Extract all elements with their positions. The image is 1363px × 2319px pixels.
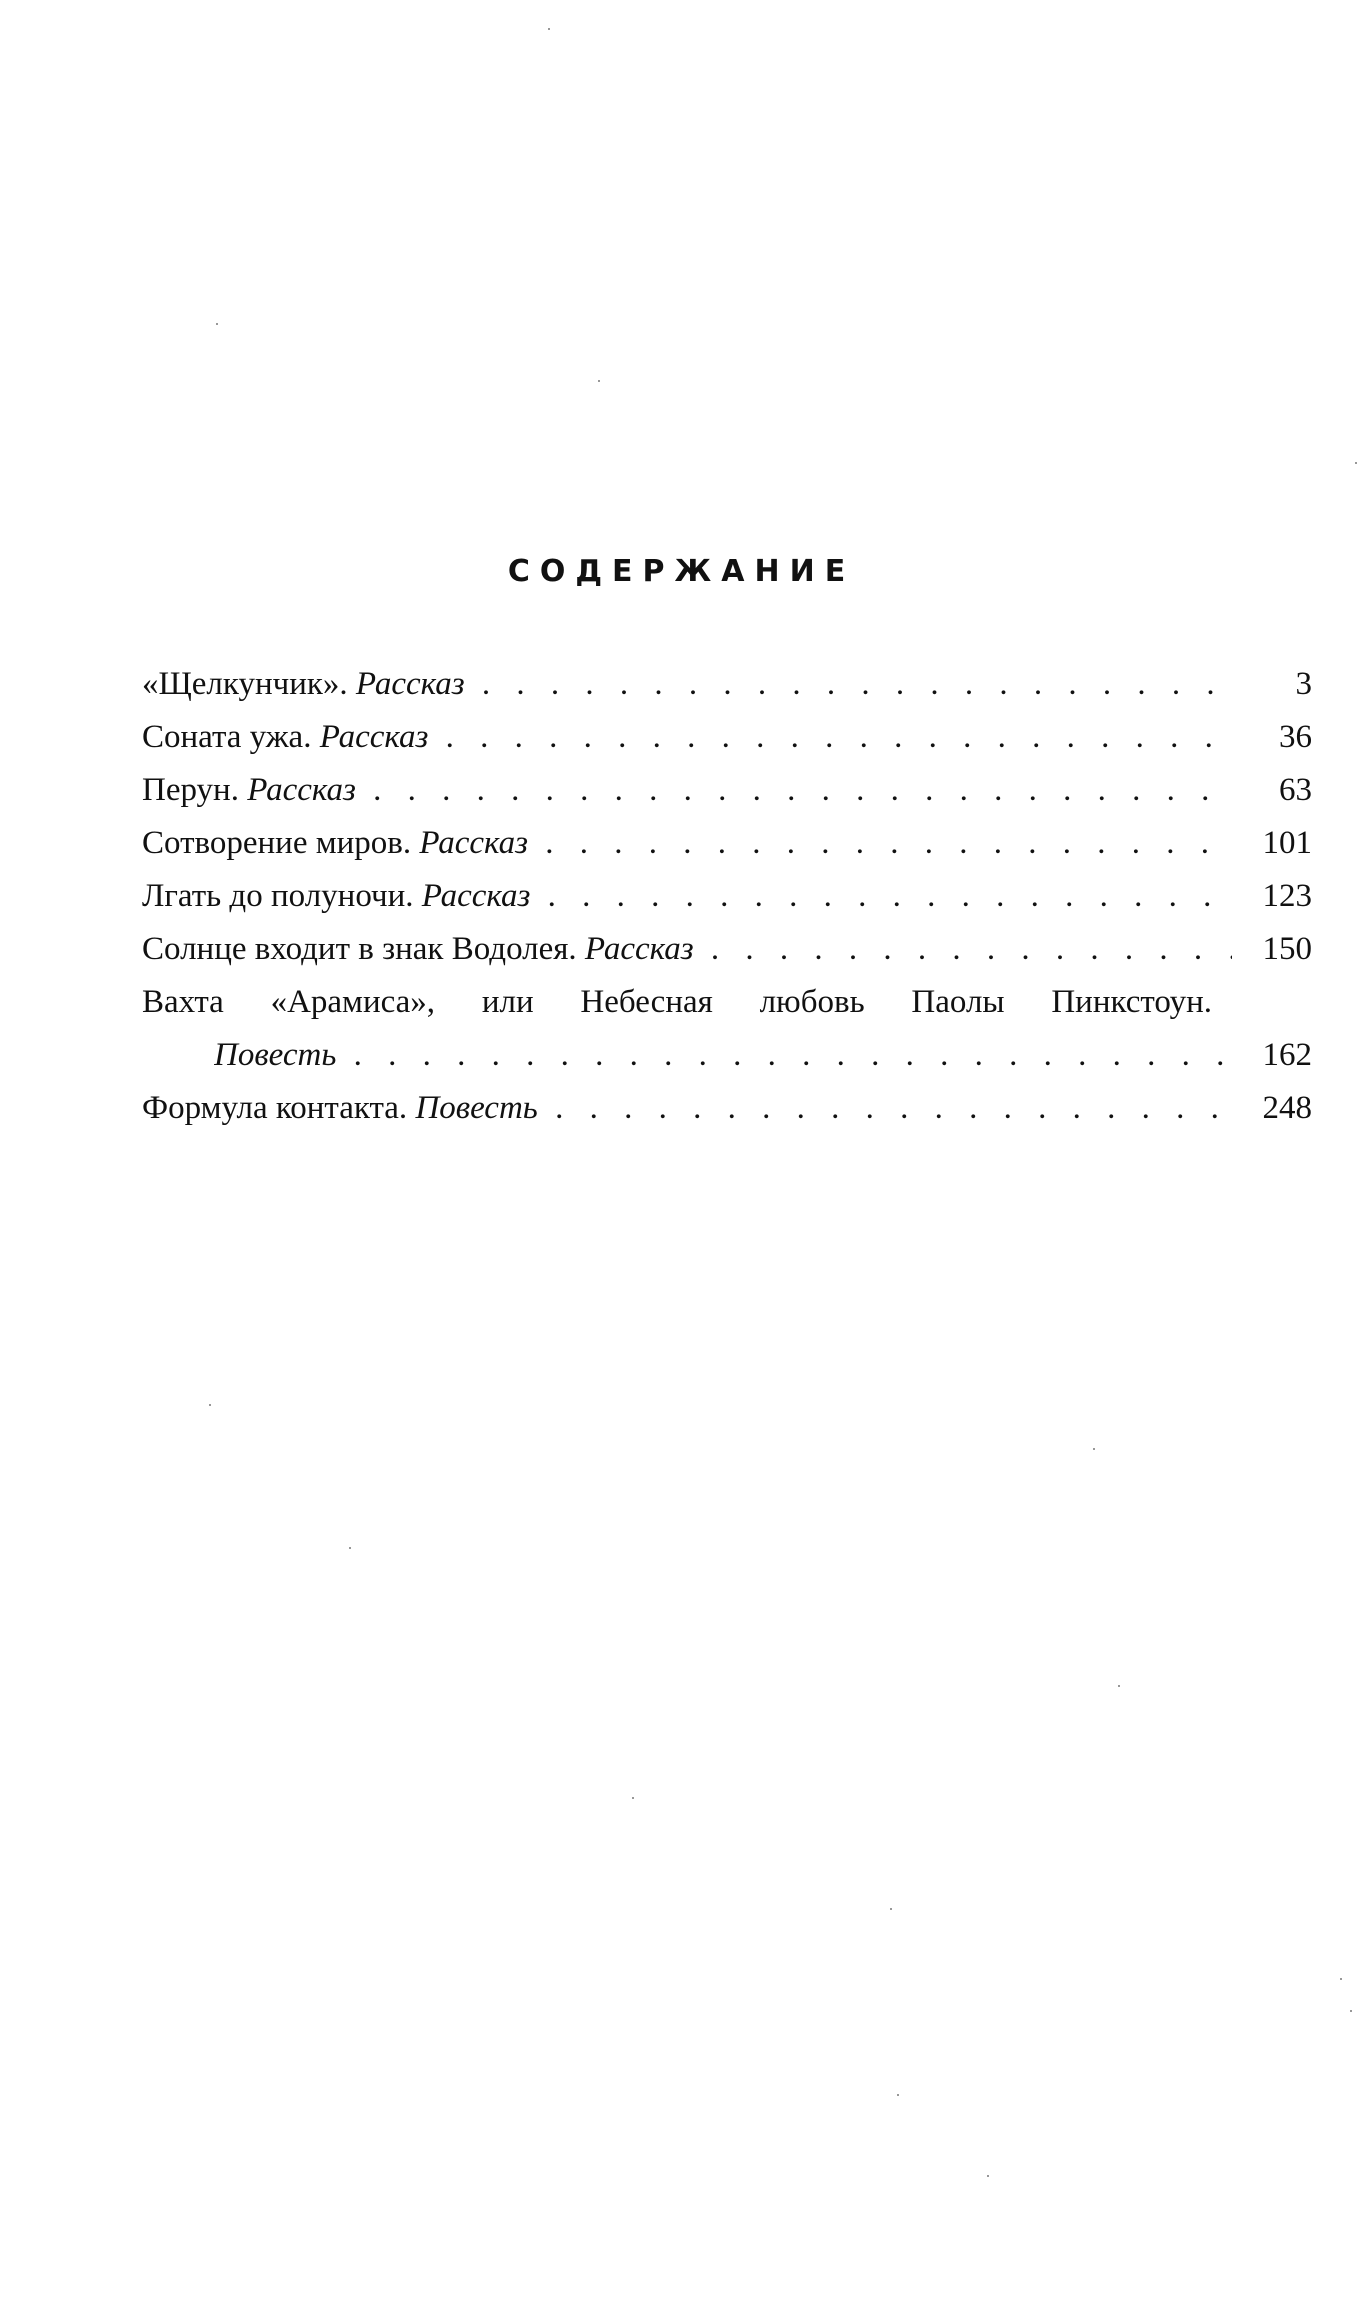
toc-entry-page: 150	[1232, 923, 1312, 976]
toc-entry-title: «Щелкунчик».	[142, 666, 348, 702]
toc-entry-page: 63	[1232, 764, 1312, 817]
toc-entry-genre: Рассказ	[319, 719, 429, 755]
toc-entry-title: Сотворение миров.	[142, 825, 412, 861]
toc-entry-title-line	[142, 976, 1312, 1029]
toc-entry-genre: Повесть	[214, 1037, 337, 1073]
toc-entry	[142, 711, 1312, 764]
toc-entry-title: Соната ужа.	[142, 719, 312, 755]
toc-entry-page: 162	[1232, 1029, 1312, 1082]
contents-heading: СОДЕРЖАНИЕ	[507, 554, 856, 589]
toc-entry-text	[142, 870, 1232, 923]
toc-entry-title: Солнце входит в знак Водолея.	[142, 931, 577, 967]
toc-entry-page: 101	[1232, 817, 1312, 870]
toc-entry	[142, 923, 1312, 976]
toc-entry-text	[142, 711, 1232, 764]
toc-entry	[142, 1029, 1312, 1082]
paper-speck	[890, 1908, 892, 1910]
toc-entry-genre: Рассказ	[419, 825, 529, 861]
paper-speck	[216, 323, 218, 325]
toc-entry-title: Вахта «Арамиса», или Небесная любовь Паолы Пинкстоун.	[142, 984, 1212, 1020]
toc-entry-title: Перун.	[142, 772, 239, 808]
paper-speck	[1340, 1978, 1342, 1980]
toc-entry	[142, 658, 1312, 711]
paper-speck	[1350, 2010, 1352, 2012]
toc-entry-page: 3	[1232, 658, 1312, 711]
paper-speck	[349, 1547, 351, 1549]
toc-entry-text	[142, 658, 1232, 711]
toc-entry-title: Формула контакта.	[142, 1090, 408, 1126]
toc-entry	[142, 817, 1312, 870]
toc-entry-genre: Рассказ	[355, 666, 465, 702]
toc-entry-page: 248	[1232, 1082, 1312, 1135]
paper-speck	[987, 2175, 989, 2177]
toc-entry	[142, 1082, 1312, 1135]
toc-entry-text	[142, 817, 1232, 870]
paper-speck	[1093, 1448, 1095, 1450]
toc-entry	[142, 870, 1312, 923]
paper-speck	[1118, 1685, 1120, 1687]
toc-entry	[142, 764, 1312, 817]
toc-entry-genre: Рассказ	[421, 878, 531, 914]
toc-entry-text	[142, 1082, 1232, 1135]
table-of-contents	[142, 658, 1312, 1135]
paper-speck	[897, 2094, 899, 2096]
toc-entry-genre: Рассказ	[584, 931, 694, 967]
paper-speck	[1355, 462, 1357, 464]
paper-speck	[548, 28, 550, 30]
toc-entry-text	[142, 923, 1232, 976]
toc-entry-page: 36	[1232, 711, 1312, 764]
toc-entry-text	[214, 1029, 1232, 1082]
toc-entry-text	[142, 764, 1232, 817]
toc-entry-genre: Повесть	[415, 1090, 538, 1126]
paper-speck	[598, 380, 600, 382]
paper-speck	[209, 1404, 211, 1406]
toc-entry-genre: Рассказ	[247, 772, 356, 808]
toc-entry-page: 123	[1232, 870, 1312, 923]
paper-speck	[632, 1797, 634, 1799]
toc-entry-title: Лгать до полуночи.	[142, 878, 414, 914]
